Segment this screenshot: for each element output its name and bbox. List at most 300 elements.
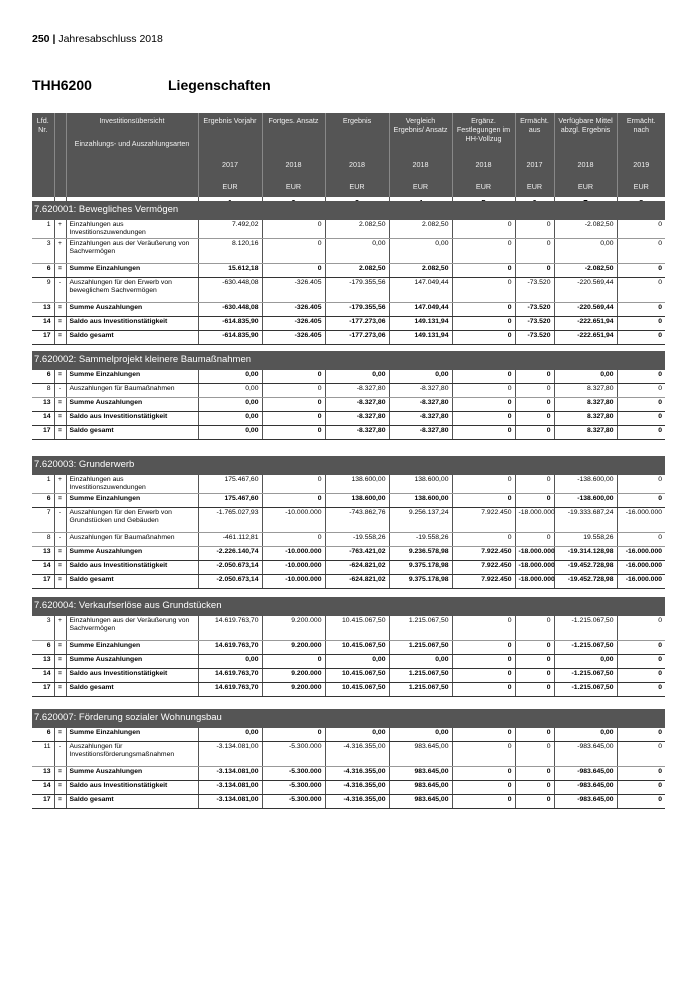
row-label: Saldo gesamt: [66, 331, 198, 345]
row-value-col-2: 0: [262, 370, 325, 384]
table-row: [32, 220, 665, 239]
row-value-col-6: 0: [515, 220, 554, 239]
row-value-col-2: -10.000.000: [262, 575, 325, 589]
row-value-col-8: 0: [617, 331, 665, 345]
table-row: [32, 616, 665, 641]
row-value-col-1: 14.619.763,70: [198, 641, 262, 655]
row-number: 6: [32, 728, 54, 742]
row-value-col-2: -326.405: [262, 278, 325, 303]
row-value-col-3: -177.273,06: [325, 331, 389, 345]
row-value-col-5: 0: [452, 475, 515, 494]
row-number: 17: [32, 426, 54, 440]
row-value-col-8: 0: [617, 412, 665, 426]
row-value-col-4: 149.131,94: [389, 317, 452, 331]
row-value-col-1: -3.134.081,00: [198, 767, 262, 781]
row-value-col-8: 0: [617, 303, 665, 317]
row-value-col-1: 15.612,18: [198, 264, 262, 278]
row-value-col-7: 0,00: [554, 655, 617, 669]
row-value-col-1: -3.134.081,00: [198, 795, 262, 809]
row-value-col-2: -10.000.000: [262, 561, 325, 575]
section-table: [32, 597, 665, 697]
row-value-col-6: 0: [515, 398, 554, 412]
row-value-col-5: 0: [452, 370, 515, 384]
row-value-col-3: 0,00: [325, 728, 389, 742]
row-value-col-3: -4.316.355,00: [325, 781, 389, 795]
row-value-col-7: 0,00: [554, 239, 617, 264]
row-value-col-2: 0: [262, 384, 325, 398]
table-row: [32, 655, 665, 669]
row-value-col-5: 0: [452, 303, 515, 317]
row-value-col-1: 8.120,16: [198, 239, 262, 264]
table-row: [32, 795, 665, 809]
section-table: [32, 201, 665, 345]
row-value-col-2: 9.200.000: [262, 616, 325, 641]
row-value-col-1: -614.835,90: [198, 331, 262, 345]
section-header: [32, 709, 665, 728]
row-value-col-3: -8.327,80: [325, 426, 389, 440]
row-label: Saldo gesamt: [66, 575, 198, 589]
row-value-col-7: -19.452.728,98: [554, 561, 617, 575]
row-value-col-4: 9.236.578,98: [389, 547, 452, 561]
row-operator: +: [54, 616, 66, 641]
row-operator: -: [54, 533, 66, 547]
row-operator: =: [54, 795, 66, 809]
row-value-col-5: 0: [452, 239, 515, 264]
section-header: [32, 456, 665, 475]
header-unit: EUR: [325, 180, 389, 197]
row-value-col-5: 0: [452, 742, 515, 767]
row-value-col-4: 9.256.137,24: [389, 508, 452, 533]
header-col-7: Verfügbare Mittel abzgl. Ergebnis: [554, 113, 617, 158]
header-col-6: Ermächt. aus: [515, 113, 554, 158]
row-value-col-6: -18.000.000: [515, 575, 554, 589]
row-value-col-8: 0: [617, 278, 665, 303]
row-operator: =: [54, 781, 66, 795]
row-operator: =: [54, 412, 66, 426]
row-value-col-4: 0,00: [389, 370, 452, 384]
header-col-4: Vergleich Ergebnis/ Ansatz: [389, 113, 452, 158]
row-value-col-5: 0: [452, 616, 515, 641]
row-value-col-4: -8.327,80: [389, 412, 452, 426]
row-number: 8: [32, 384, 54, 398]
row-value-col-1: 0,00: [198, 384, 262, 398]
row-label: Saldo gesamt: [66, 795, 198, 809]
table-row: [32, 239, 665, 264]
row-value-col-4: 983.645,00: [389, 742, 452, 767]
section-header: [32, 201, 665, 220]
table-row: [32, 767, 665, 781]
row-value-col-7: -19.314.128,98: [554, 547, 617, 561]
header-year: 2018: [325, 158, 389, 180]
row-value-col-3: 0,00: [325, 239, 389, 264]
row-value-col-5: 7.922.450: [452, 508, 515, 533]
row-label: Saldo gesamt: [66, 426, 198, 440]
header-year: 2019: [617, 158, 665, 180]
row-label: Saldo aus Investitionstätigkeit: [66, 781, 198, 795]
row-value-col-8: 0: [617, 655, 665, 669]
row-value-col-5: 0: [452, 728, 515, 742]
section-title: 7.620007: Förderung sozialer Wohnungsbau: [32, 709, 665, 728]
row-value-col-5: 0: [452, 220, 515, 239]
row-operator: =: [54, 728, 66, 742]
row-value-col-7: 8.327,80: [554, 398, 617, 412]
table-row: [32, 561, 665, 575]
row-value-col-1: 0,00: [198, 728, 262, 742]
row-value-col-8: 0: [617, 384, 665, 398]
row-value-col-2: 0: [262, 533, 325, 547]
row-operator: -: [54, 278, 66, 303]
section-header: [32, 351, 665, 370]
row-value-col-5: 0: [452, 781, 515, 795]
row-value-col-5: 0: [452, 398, 515, 412]
row-value-col-8: 0: [617, 426, 665, 440]
table-row: [32, 398, 665, 412]
table-row: [32, 278, 665, 303]
row-value-col-3: 10.415.067,50: [325, 669, 389, 683]
row-value-col-6: 0: [515, 412, 554, 426]
page-header-separator: |: [52, 33, 56, 45]
row-label: Summe Auszahlungen: [66, 655, 198, 669]
row-number: 11: [32, 742, 54, 767]
row-value-col-3: 0,00: [325, 370, 389, 384]
table-row: [32, 370, 665, 384]
row-value-col-6: 0: [515, 370, 554, 384]
table-row: [32, 547, 665, 561]
row-value-col-6: 0: [515, 742, 554, 767]
row-value-col-4: 0,00: [389, 728, 452, 742]
row-value-col-3: 10.415.067,50: [325, 641, 389, 655]
row-value-col-3: -179.355,56: [325, 278, 389, 303]
row-value-col-2: -10.000.000: [262, 547, 325, 561]
row-value-col-4: 147.049,44: [389, 303, 452, 317]
row-operator: -: [54, 742, 66, 767]
row-label: Einzahlungen aus Investitionszuwendungen: [66, 220, 198, 239]
row-value-col-4: -8.327,80: [389, 426, 452, 440]
row-value-col-8: 0: [617, 220, 665, 239]
row-value-col-6: -73.520: [515, 278, 554, 303]
row-value-col-1: -1.765.027,93: [198, 508, 262, 533]
header-op: [54, 113, 66, 158]
row-value-col-1: 0,00: [198, 412, 262, 426]
row-value-col-3: -763.421,02: [325, 547, 389, 561]
row-value-col-1: -630.448,08: [198, 303, 262, 317]
row-label: Summe Einzahlungen: [66, 728, 198, 742]
row-value-col-4: 147.049,44: [389, 278, 452, 303]
row-value-col-7: -222.651,94: [554, 317, 617, 331]
row-value-col-1: 0,00: [198, 398, 262, 412]
row-operator: =: [54, 767, 66, 781]
row-value-col-1: 175.467,60: [198, 494, 262, 508]
row-value-col-4: 1.215.067,50: [389, 669, 452, 683]
table-row: [32, 264, 665, 278]
row-value-col-1: -2.050.673,14: [198, 575, 262, 589]
header-col-5: Ergänz. Festlegungen im HH-Vollzug: [452, 113, 515, 158]
row-value-col-7: -19.333.687,24: [554, 508, 617, 533]
row-value-col-3: 138.600,00: [325, 475, 389, 494]
header-unit: EUR: [452, 180, 515, 197]
row-label: Auszahlungen für Baumaßnahmen: [66, 384, 198, 398]
row-label: Einzahlungen aus Investitionszuwendungen: [66, 475, 198, 494]
header-description: [66, 113, 198, 158]
row-value-col-8: 0: [617, 742, 665, 767]
row-number: 3: [32, 616, 54, 641]
row-value-col-5: 7.922.450: [452, 575, 515, 589]
row-value-col-1: -630.448,08: [198, 278, 262, 303]
section-header: [32, 597, 665, 616]
row-value-col-5: 0: [452, 317, 515, 331]
row-value-col-8: 0: [617, 264, 665, 278]
row-label: Einzahlungen aus der Veräußerung von Sachvermögen: [66, 616, 198, 641]
header-year: 2018: [262, 158, 325, 180]
row-number: 6: [32, 641, 54, 655]
row-value-col-1: 175.467,60: [198, 475, 262, 494]
row-value-col-3: -179.355,56: [325, 303, 389, 317]
row-operator: =: [54, 494, 66, 508]
row-operator: +: [54, 220, 66, 239]
row-value-col-1: 7.492,02: [198, 220, 262, 239]
table-row: [32, 641, 665, 655]
row-value-col-5: 0: [452, 795, 515, 809]
row-operator: =: [54, 370, 66, 384]
header-year: 2018: [389, 158, 452, 180]
row-label: Auszahlungen für Investitionsförderungsmaßnahmen: [66, 742, 198, 767]
row-value-col-4: 138.600,00: [389, 475, 452, 494]
row-value-col-8: -16.000.000: [617, 575, 665, 589]
row-value-col-1: 0,00: [198, 370, 262, 384]
row-operator: =: [54, 547, 66, 561]
row-value-col-8: 0: [617, 398, 665, 412]
row-number: 14: [32, 669, 54, 683]
row-value-col-8: 0: [617, 781, 665, 795]
row-label: Saldo aus Investitionstätigkeit: [66, 412, 198, 426]
row-value-col-8: 0: [617, 767, 665, 781]
table-row: [32, 384, 665, 398]
row-value-col-7: -220.569,44: [554, 278, 617, 303]
page-header: [32, 33, 163, 45]
header-units-row: [32, 180, 665, 197]
row-operator: +: [54, 475, 66, 494]
row-value-col-3: 10.415.067,50: [325, 683, 389, 697]
row-value-col-7: -983.645,00: [554, 795, 617, 809]
row-value-col-4: -8.327,80: [389, 384, 452, 398]
row-value-col-3: 2.082,50: [325, 264, 389, 278]
row-operator: =: [54, 331, 66, 345]
row-label: Einzahlungen aus der Veräußerung von Sachvermögen: [66, 239, 198, 264]
row-value-col-4: -19.558,26: [389, 533, 452, 547]
row-value-col-2: -5.300.000: [262, 767, 325, 781]
row-value-col-7: -983.645,00: [554, 767, 617, 781]
row-value-col-8: 0: [617, 728, 665, 742]
row-label: Summe Auszahlungen: [66, 398, 198, 412]
row-value-col-1: 0,00: [198, 655, 262, 669]
row-value-col-6: 0: [515, 264, 554, 278]
header-unit: EUR: [554, 180, 617, 197]
row-operator: =: [54, 575, 66, 589]
table-row: [32, 303, 665, 317]
row-number: 14: [32, 561, 54, 575]
row-number: 14: [32, 781, 54, 795]
row-number: 13: [32, 655, 54, 669]
section-table: [32, 351, 665, 440]
section-title: 7.620003: Grunderwerb: [32, 456, 665, 475]
header-col-1: Ergebnis Vorjahr: [198, 113, 262, 158]
row-number: 1: [32, 475, 54, 494]
row-value-col-6: 0: [515, 533, 554, 547]
row-value-col-1: -461.112,81: [198, 533, 262, 547]
row-value-col-7: 8.327,80: [554, 412, 617, 426]
row-operator: =: [54, 264, 66, 278]
row-value-col-8: 0: [617, 641, 665, 655]
row-value-col-2: -326.405: [262, 303, 325, 317]
header-unit: EUR: [198, 180, 262, 197]
row-value-col-4: 983.645,00: [389, 767, 452, 781]
row-value-col-7: 0,00: [554, 370, 617, 384]
row-value-col-8: 0: [617, 494, 665, 508]
row-value-col-3: -4.316.355,00: [325, 795, 389, 809]
row-value-col-5: 0: [452, 331, 515, 345]
row-value-col-6: 0: [515, 494, 554, 508]
row-value-col-3: -8.327,80: [325, 412, 389, 426]
row-label: Summe Einzahlungen: [66, 494, 198, 508]
row-value-col-3: -624.821,02: [325, 561, 389, 575]
row-number: 17: [32, 575, 54, 589]
row-value-col-4: 1.215.067,50: [389, 616, 452, 641]
row-number: 8: [32, 533, 54, 547]
row-operator: =: [54, 561, 66, 575]
row-value-col-1: -2.226.140,74: [198, 547, 262, 561]
section-table: [32, 709, 665, 809]
row-value-col-6: 0: [515, 795, 554, 809]
row-value-col-3: -743.862,76: [325, 508, 389, 533]
row-value-col-4: 2.082,50: [389, 264, 452, 278]
row-label: Summe Einzahlungen: [66, 370, 198, 384]
row-operator: =: [54, 426, 66, 440]
row-value-col-7: -220.569,44: [554, 303, 617, 317]
row-value-col-1: -2.050.673,14: [198, 561, 262, 575]
row-value-col-5: 0: [452, 412, 515, 426]
row-operator: -: [54, 508, 66, 533]
row-number: 13: [32, 547, 54, 561]
page-number: 250: [32, 33, 50, 45]
row-number: 7: [32, 508, 54, 533]
row-value-col-2: -326.405: [262, 331, 325, 345]
row-value-col-7: -1.215.067,50: [554, 669, 617, 683]
row-value-col-7: -983.645,00: [554, 781, 617, 795]
row-label: Auszahlungen für den Erwerb von beweglichem Sachvermögen: [66, 278, 198, 303]
row-value-col-3: 0,00: [325, 655, 389, 669]
row-operator: -: [54, 384, 66, 398]
row-number: 13: [32, 398, 54, 412]
header-year: 2018: [554, 158, 617, 180]
document-title: [32, 77, 271, 93]
row-value-col-7: 0,00: [554, 728, 617, 742]
row-operator: =: [54, 655, 66, 669]
row-value-col-2: 0: [262, 728, 325, 742]
row-value-col-2: 0: [262, 239, 325, 264]
row-value-col-2: -5.300.000: [262, 795, 325, 809]
header-year: 2018: [452, 158, 515, 180]
row-value-col-2: 0: [262, 655, 325, 669]
header-col-3: Ergebnis: [325, 113, 389, 158]
row-value-col-2: 0: [262, 475, 325, 494]
row-value-col-1: 14.619.763,70: [198, 683, 262, 697]
row-value-col-2: 0: [262, 398, 325, 412]
row-value-col-4: 983.645,00: [389, 795, 452, 809]
row-value-col-3: -624.821,02: [325, 575, 389, 589]
row-value-col-5: 0: [452, 426, 515, 440]
row-value-col-1: -614.835,90: [198, 317, 262, 331]
row-label: Summe Einzahlungen: [66, 641, 198, 655]
header-description-line2: Einzahlungs- und Auszahlungsarten: [74, 139, 190, 148]
header-unit: EUR: [262, 180, 325, 197]
section-title: 7.620004: Verkaufserlöse aus Grundstücken: [32, 597, 665, 616]
section-title: 7.620001: Bewegliches Vermögen: [32, 201, 665, 220]
row-value-col-7: -2.082,50: [554, 220, 617, 239]
table-row: [32, 331, 665, 345]
row-value-col-1: 0,00: [198, 426, 262, 440]
row-value-col-4: 149.131,94: [389, 331, 452, 345]
row-label: Summe Auszahlungen: [66, 767, 198, 781]
row-value-col-8: -16.000.000: [617, 561, 665, 575]
header-col-2: Fortges. Ansatz: [262, 113, 325, 158]
row-value-col-7: -983.645,00: [554, 742, 617, 767]
row-value-col-6: 0: [515, 781, 554, 795]
page-header-text: Jahresabschluss 2018: [58, 33, 163, 45]
table-row: [32, 508, 665, 533]
row-operator: =: [54, 641, 66, 655]
row-number: 14: [32, 412, 54, 426]
row-number: 14: [32, 317, 54, 331]
row-number: 17: [32, 331, 54, 345]
row-value-col-6: 0: [515, 641, 554, 655]
row-value-col-6: 0: [515, 767, 554, 781]
row-value-col-8: 0: [617, 475, 665, 494]
row-value-col-6: -73.520: [515, 303, 554, 317]
row-value-col-4: 0,00: [389, 239, 452, 264]
row-value-col-8: 0: [617, 795, 665, 809]
row-value-col-1: 14.619.763,70: [198, 616, 262, 641]
row-operator: =: [54, 303, 66, 317]
row-value-col-3: -4.316.355,00: [325, 767, 389, 781]
row-number: 13: [32, 303, 54, 317]
header-unit: EUR: [515, 180, 554, 197]
table-row: [32, 728, 665, 742]
row-value-col-8: -16.000.000: [617, 547, 665, 561]
row-number: 6: [32, 494, 54, 508]
row-value-col-5: 0: [452, 278, 515, 303]
row-value-col-7: -1.215.067,50: [554, 641, 617, 655]
table-row: [32, 683, 665, 697]
row-value-col-1: -3.134.081,00: [198, 781, 262, 795]
row-value-col-2: -326.405: [262, 317, 325, 331]
header-lfd-nr: Lfd. Nr.: [32, 113, 54, 158]
header-unit: EUR: [617, 180, 665, 197]
row-value-col-4: 1.215.067,50: [389, 641, 452, 655]
row-value-col-7: -138.600,00: [554, 494, 617, 508]
row-value-col-6: 0: [515, 683, 554, 697]
header-years-row: [32, 158, 665, 180]
row-label: Saldo aus Investitionstätigkeit: [66, 669, 198, 683]
table-row: [32, 533, 665, 547]
row-value-col-7: -138.600,00: [554, 475, 617, 494]
row-value-col-6: 0: [515, 655, 554, 669]
row-value-col-6: 0: [515, 384, 554, 398]
row-value-col-5: 7.922.450: [452, 561, 515, 575]
row-value-col-4: -8.327,80: [389, 398, 452, 412]
row-value-col-2: 9.200.000: [262, 641, 325, 655]
row-value-col-8: -16.000.000: [617, 508, 665, 533]
row-value-col-6: -18.000.000: [515, 547, 554, 561]
